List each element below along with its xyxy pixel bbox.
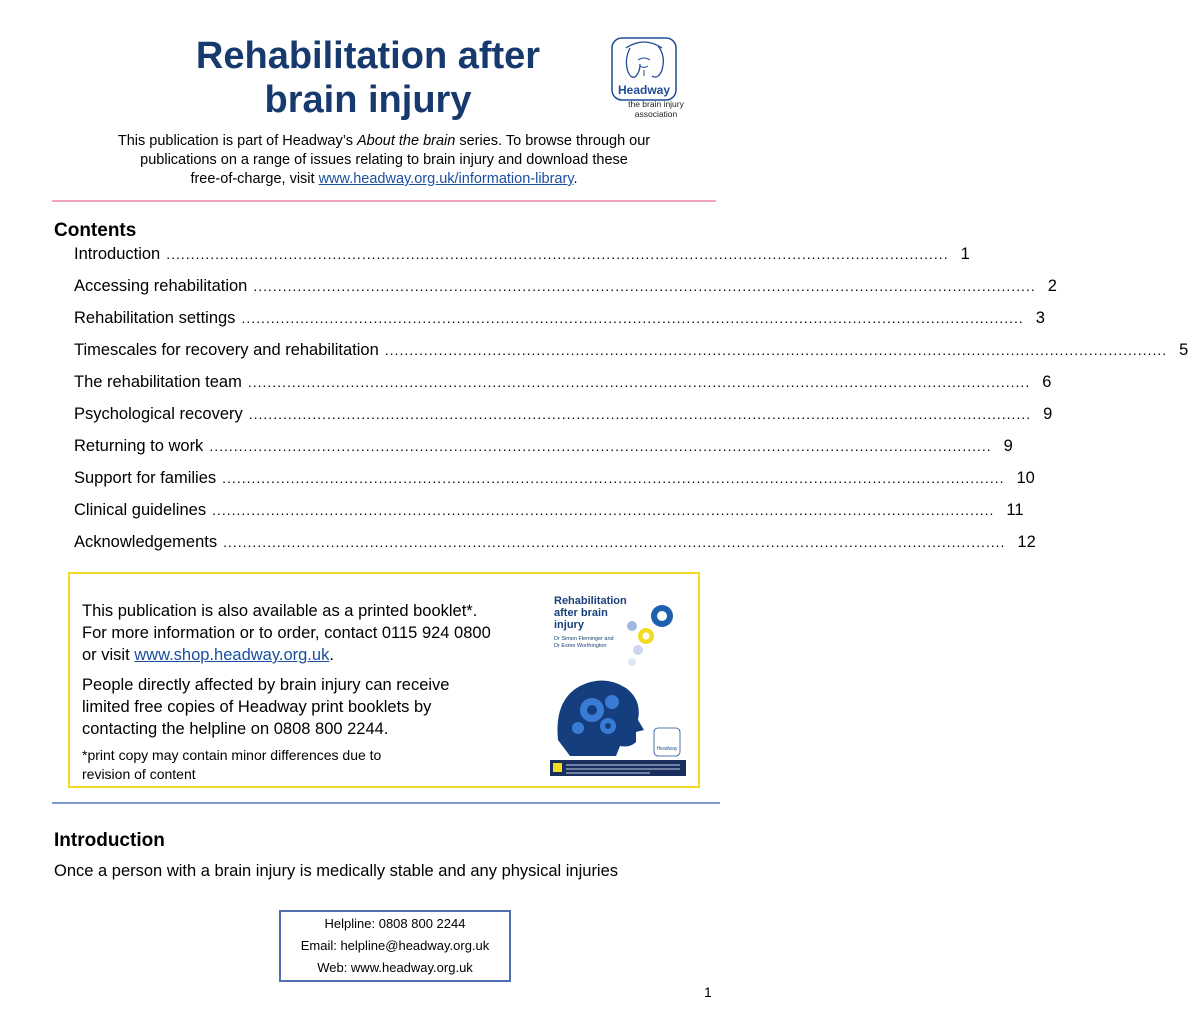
- toc-leader: ................................................................................................................................................................: [253, 278, 1036, 294]
- title-line-1: Rehabilitation after: [195, 35, 541, 77]
- toc-page: 12: [1017, 533, 1036, 551]
- booklet-text-line: contacting the helpline on 0808 800 2244.: [82, 720, 389, 738]
- booklet-text-line: This publication is also available as a printed booklet*.: [82, 602, 478, 620]
- toc-item-rehabilitation-team[interactable]: [74, 373, 1052, 405]
- page-title: [100, 34, 636, 122]
- blurb-text: publications on a range of issues relating to brain injury and download these: [140, 152, 628, 168]
- toc-label: Clinical guidelines: [74, 501, 207, 519]
- toc-label: Rehabilitation settings: [74, 309, 236, 327]
- toc-item-support-for-families[interactable]: [74, 469, 1035, 501]
- cover-title-line: injury: [554, 619, 584, 631]
- helpline-phone: Helpline: 0808 800 2244: [324, 916, 466, 931]
- cover-title-line: after brain: [554, 607, 608, 619]
- cover-footer-band: [550, 760, 686, 776]
- cover-logo-text: Headway: [656, 746, 678, 752]
- toc-label: Accessing rehabilitation: [74, 277, 248, 295]
- booklet-text-line: .: [329, 646, 334, 664]
- toc-page: 1: [960, 245, 970, 263]
- toc-page: 6: [1042, 373, 1052, 391]
- toc-label: Introduction: [74, 245, 161, 263]
- introduction-heading: Introduction: [54, 830, 165, 851]
- blurb-text: This publication is part of Headway’s: [117, 133, 357, 149]
- cover-footer-square: [553, 763, 562, 772]
- cover-authors: Dr Simon Fleminger and: [554, 636, 614, 642]
- toc-page: 11: [1006, 501, 1024, 519]
- series-name: About the brain: [356, 133, 456, 149]
- note-line: revision of content: [82, 766, 196, 782]
- booklet-cover-image: [550, 590, 686, 776]
- toc-page: 5: [1179, 341, 1188, 359]
- blurb-text: .: [573, 171, 578, 187]
- shop-link[interactable]: www.shop.headway.org.uk: [134, 646, 330, 664]
- toc-label: Returning to work: [74, 437, 204, 455]
- cover-authors: Dr Esme Worthington: [554, 643, 607, 649]
- toc-item-introduction[interactable]: [74, 245, 970, 277]
- series-blurb: [70, 132, 698, 189]
- toc-item-clinical-guidelines[interactable]: [74, 501, 1024, 533]
- helpline-web: Web: www.headway.org.uk: [317, 960, 473, 975]
- toc-item-timescales[interactable]: [74, 341, 1188, 373]
- helpline-box: [279, 910, 511, 982]
- toc-label: Acknowledgements: [74, 533, 218, 551]
- toc-leader: ................................................................................................................................................................: [222, 470, 1005, 486]
- introduction-text: Once a person with a brain injury is medically stable and any physical injuries: [54, 862, 619, 880]
- toc-label: The rehabilitation team: [74, 373, 242, 391]
- toc-item-returning-to-work[interactable]: [74, 437, 1013, 469]
- toc-leader: ................................................................................................................................................................: [384, 342, 1168, 358]
- toc-label: Support for families: [74, 469, 217, 487]
- logo-tagline: the brain injury association: [628, 99, 684, 119]
- divider-pink: [52, 200, 716, 202]
- toc-label: Psychological recovery: [74, 405, 243, 423]
- toc-page: 10: [1016, 469, 1035, 487]
- toc-leader: ................................................................................................................................................................: [166, 246, 949, 262]
- blurb-text: free-of-charge, visit: [190, 171, 319, 187]
- booklet-text-line: For more information or to order, contact 0115 924 0800: [82, 624, 491, 642]
- toc-leader: ................................................................................................................................................................: [241, 310, 1024, 326]
- information-library-link[interactable]: www.headway.org.uk/information-library: [318, 171, 574, 187]
- toc-page: 3: [1035, 309, 1045, 327]
- divider-blue: [52, 802, 720, 804]
- booklet-text-line: or visit: [82, 646, 135, 664]
- toc-item-psychological-recovery[interactable]: [74, 405, 1053, 437]
- blurb-text: series. To browse through our: [455, 133, 651, 149]
- toc-page: 9: [1003, 437, 1013, 455]
- toc-page: 9: [1043, 405, 1053, 423]
- page-number: 1: [704, 984, 712, 1000]
- cover-title-line: Rehabilitation: [554, 595, 627, 607]
- print-copy-note: [82, 746, 522, 784]
- toc-item-rehabilitation-settings[interactable]: [74, 309, 1045, 341]
- free-copies-text: [82, 674, 522, 740]
- toc-leader: ................................................................................................................................................................: [247, 374, 1031, 390]
- toc-leader: ................................................................................................................................................................: [212, 502, 995, 518]
- toc-label: Timescales for recovery and rehabilitation: [74, 341, 379, 359]
- toc-leader: ................................................................................................................................................................: [248, 406, 1032, 422]
- booklet-text-line: limited free copies of Headway print booklets by: [82, 698, 432, 716]
- contents-heading: Contents: [54, 220, 137, 241]
- logo-wordmark: Headway: [617, 83, 671, 97]
- toc-leader: ................................................................................................................................................................: [209, 438, 992, 454]
- booklet-availability-text: [82, 600, 522, 666]
- toc-page: 2: [1047, 277, 1057, 295]
- helpline-email: Email: helpline@headway.org.uk: [300, 938, 490, 953]
- note-line: *print copy may contain minor differences due to: [82, 747, 382, 763]
- toc-item-accessing-rehabilitation[interactable]: [74, 277, 1057, 309]
- title-line-2: brain injury: [264, 79, 472, 121]
- table-of-contents: [74, 245, 1188, 565]
- toc-leader: ................................................................................................................................................................: [223, 534, 1006, 550]
- booklet-text-line: People directly affected by brain injury can receive: [82, 676, 450, 694]
- toc-item-acknowledgements[interactable]: [74, 533, 1036, 565]
- printed-booklet-box: [68, 572, 700, 788]
